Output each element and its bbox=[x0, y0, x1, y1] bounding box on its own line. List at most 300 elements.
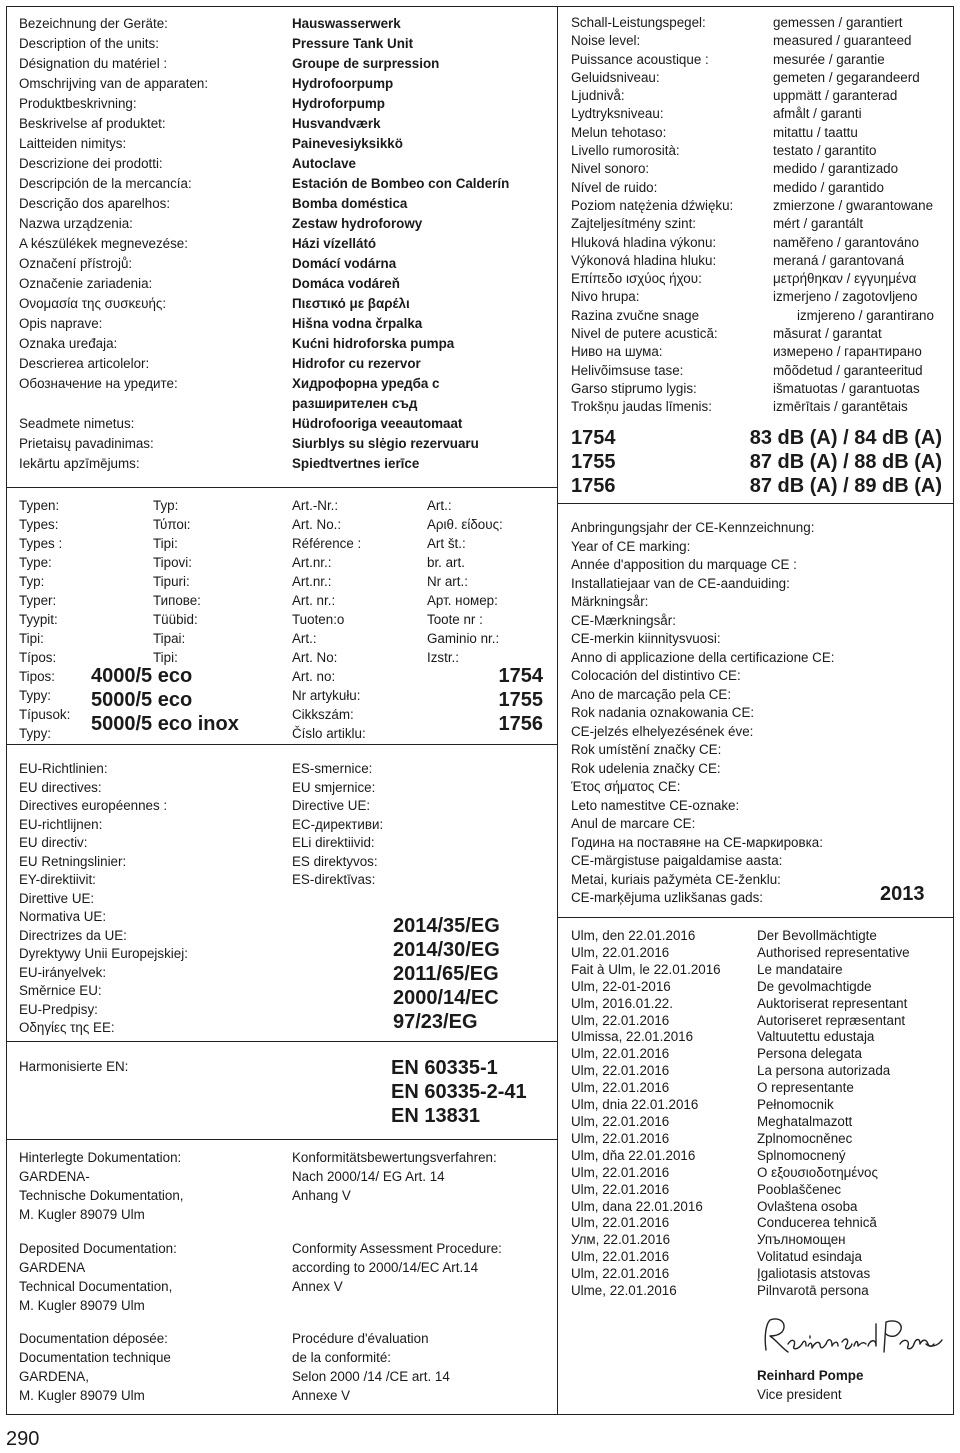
description-value: Spiedtvertnes ierīce bbox=[292, 456, 420, 471]
ce-label: Année d'apposition du marquage CE : bbox=[571, 557, 797, 572]
noise-label: Lydtryksniveau: bbox=[571, 106, 664, 122]
ce-label: Leto namestitve CE-oznake: bbox=[571, 797, 740, 813]
type-label: Type: bbox=[19, 555, 52, 570]
description-label: Ονομασία της συσκευής: bbox=[19, 296, 167, 311]
directive-label: Směrnice EU: bbox=[19, 983, 102, 998]
ce-label: Ano de marcação pela CE: bbox=[571, 686, 732, 702]
ce-labels bbox=[571, 519, 835, 908]
description-label: Beskrivelse af produktet: bbox=[19, 116, 166, 131]
directive-label: ЕС-директиви: bbox=[292, 816, 384, 832]
art-label: Cikkszám: bbox=[292, 707, 354, 722]
description-value: Bomba doméstica bbox=[292, 196, 408, 211]
ce-label: Rok umístění značky CE: bbox=[571, 742, 722, 757]
directive-label: ES-direktīvas: bbox=[292, 872, 376, 887]
noise-label: Puissance acoustique : bbox=[571, 51, 709, 67]
description-value: Autoclave bbox=[292, 156, 356, 171]
type-label: Types : bbox=[19, 536, 63, 551]
noise-value: afmålt / garanti bbox=[773, 106, 862, 122]
ce-label: Година на поставяне на СЕ-маркировка: bbox=[571, 834, 823, 850]
noise-label: Helivõimsuse tase: bbox=[571, 362, 684, 378]
type-label: Типове: bbox=[153, 593, 201, 608]
documentation-line: Technische Dokumentation, bbox=[19, 1188, 184, 1203]
handwritten-signature bbox=[758, 1316, 948, 1360]
signature-date: Ulm, dňa 22.01.2016 bbox=[571, 1147, 696, 1163]
noise-value: išmatuotas / garantuotas bbox=[773, 380, 920, 396]
type-label: Tipi: bbox=[153, 650, 178, 665]
art-label: Art.-Nr.: bbox=[292, 498, 339, 513]
description-value: Hydroforpump bbox=[292, 96, 385, 111]
types-col4 bbox=[427, 496, 503, 667]
description-label: Omschrijving van de apparaten: bbox=[19, 76, 209, 91]
signature-role: Conducerea tehnică bbox=[757, 1215, 877, 1231]
signature-role: O representante bbox=[757, 1080, 854, 1096]
ce-label: Έτος σήματος CE: bbox=[571, 779, 681, 794]
model-name: 5000/5 eco bbox=[91, 689, 193, 711]
directive-label: ES direktyvos: bbox=[292, 853, 378, 869]
ce-label: Installatiejaar van de CE-aanduiding: bbox=[571, 575, 790, 591]
noise-label: Ниво на шума: bbox=[571, 344, 663, 360]
noise-value: mesurée / garantie bbox=[773, 51, 885, 67]
directive-label: EU-Predpisy: bbox=[19, 1001, 98, 1017]
noise-article: 1756 bbox=[571, 475, 616, 497]
noise-label: Garso stiprumo lygis: bbox=[571, 380, 697, 396]
signature-date: Ulm, 22.01.2016 bbox=[571, 944, 670, 960]
conformity-line: Annexe V bbox=[292, 1388, 351, 1403]
documentation-line: Documentation déposée: bbox=[19, 1331, 168, 1346]
signature-date: Ulmissa, 22.01.2016 bbox=[571, 1029, 694, 1045]
noise-article: 1754 bbox=[571, 427, 616, 449]
description-values bbox=[292, 14, 509, 474]
divider-harmonised-top bbox=[6, 1041, 557, 1042]
noise-value: uppmätt / garanterad bbox=[773, 88, 898, 104]
noise-label: Hluková hladina výkonu: bbox=[571, 234, 717, 250]
art-label: br. art. bbox=[427, 555, 465, 570]
directive-value: 2014/30/EG bbox=[393, 939, 500, 961]
noise-value: medido / garantizado bbox=[773, 161, 899, 177]
description-label bbox=[19, 394, 208, 414]
description-value: Hüdrofooriga veeautomaat bbox=[292, 416, 463, 431]
noise-label: Výkonová hladina hluku: bbox=[571, 252, 717, 268]
documentation-line: Deposited Documentation: bbox=[19, 1241, 177, 1256]
description-label: Označenie zariadenia: bbox=[19, 276, 153, 291]
art-label: Nr art.: bbox=[427, 574, 468, 589]
signature-role: Meghatalmazott bbox=[757, 1113, 853, 1129]
noise-label: Noise level: bbox=[571, 33, 641, 49]
signature-role: Le mandataire bbox=[757, 961, 843, 977]
description-value: Siurblys su slėgio rezervuaru bbox=[292, 436, 479, 451]
art-numbers bbox=[489, 664, 543, 736]
noise-labels bbox=[571, 14, 733, 417]
signature-role: Authorised representative bbox=[757, 944, 910, 960]
signature-role: Pilnvarotā persona bbox=[757, 1283, 869, 1299]
noise-label: Nivo hrupa: bbox=[571, 289, 640, 305]
conformity-line: Konformitätsbewertungsverfahren: bbox=[292, 1150, 497, 1165]
documentation-fr bbox=[19, 1329, 171, 1405]
type-label: Tipovi: bbox=[153, 555, 192, 570]
documentation-en bbox=[19, 1239, 177, 1315]
noise-label: Επίπεδο ισχύος ήχου: bbox=[571, 271, 702, 287]
types-col1 bbox=[19, 496, 70, 743]
art-number: 1754 bbox=[498, 665, 543, 687]
ce-label: Märkningsår: bbox=[571, 594, 649, 609]
ce-label: CE-jelzés elhelyezésének éve: bbox=[571, 723, 754, 739]
directive-label: EU directives: bbox=[19, 779, 102, 795]
signatory-title: Vice president bbox=[757, 1387, 842, 1402]
directive-values bbox=[393, 914, 500, 1034]
signature-role: Auktoriserat representant bbox=[757, 995, 908, 1011]
art-label: Tuoten:o bbox=[292, 612, 345, 627]
directive-label: EU Retningslinier: bbox=[19, 853, 127, 869]
directive-label: Directrizes da UE: bbox=[19, 927, 127, 943]
signature-role: La persona autorizada bbox=[757, 1063, 891, 1079]
signature-date: Ulm, 22.01.2016 bbox=[571, 1130, 670, 1146]
description-value: Zestaw hydroforowy bbox=[292, 216, 423, 231]
conformity-line: de la conformité: bbox=[292, 1350, 391, 1365]
documentation-line: M. Kugler 89079 Ulm bbox=[19, 1298, 145, 1313]
directive-label: Dyrektywy Unii Europejskiej: bbox=[19, 946, 188, 961]
signature-date: Ulm, 22.01.2016 bbox=[571, 1063, 670, 1079]
art-label: Gaminio nr.: bbox=[427, 631, 500, 646]
type-label: Τύποι: bbox=[153, 517, 191, 532]
model-name: 4000/5 eco bbox=[91, 665, 193, 687]
signature-role: Autoriseret repræsentant bbox=[757, 1012, 906, 1028]
description-label: Обозначение на уредите: bbox=[19, 376, 178, 391]
signature-date: Ulm, 22.01.2016 bbox=[571, 1046, 670, 1062]
directive-label: Directive UE: bbox=[292, 798, 371, 813]
ce-label: CE-marķējuma uzlikšanas gads: bbox=[571, 890, 764, 905]
ce-label: Metai, kuriais pažymėta CE-ženklu: bbox=[571, 871, 781, 887]
divider-harmonised-bottom bbox=[6, 1139, 557, 1140]
noise-results bbox=[690, 426, 942, 498]
description-label: Descrierea articolelor: bbox=[19, 356, 150, 371]
directive-label: Directives européennes : bbox=[19, 798, 168, 813]
noise-result: 83 dB (A) / 84 dB (A) bbox=[749, 427, 942, 449]
description-label: Oznaka uređaja: bbox=[19, 336, 118, 351]
description-value: Házi vízellátó bbox=[292, 236, 377, 251]
art-label: Číslo artiklu: bbox=[292, 726, 366, 741]
description-value: Groupe de surpression bbox=[292, 56, 440, 71]
signature-role: Pełnomocnik bbox=[757, 1097, 834, 1113]
noise-article: 1755 bbox=[571, 451, 616, 473]
signature-role: Zplnomocněnec bbox=[757, 1130, 853, 1146]
type-label: Typ: bbox=[153, 498, 179, 513]
noise-label: Nivel sonoro: bbox=[571, 161, 650, 177]
signature-date: Ulm, den 22.01.2016 bbox=[571, 928, 696, 943]
signature-role: Įgaliotasis atstovas bbox=[757, 1266, 871, 1282]
noise-value: naměřeno / garantováno bbox=[773, 234, 919, 250]
signature-date: Ulm, 22.01.2016 bbox=[571, 1266, 670, 1282]
description-label: Produktbeskrivning: bbox=[19, 96, 137, 111]
directive-label: EU smjernice: bbox=[292, 779, 376, 795]
art-label: Art.: bbox=[292, 631, 317, 646]
signature-date: Fait à Ulm, le 22.01.2016 bbox=[571, 961, 721, 977]
art-label: Référence : bbox=[292, 536, 362, 551]
description-label: Description of the units: bbox=[19, 36, 159, 51]
signature-date: Ulm, 22.01.2016 bbox=[571, 1181, 670, 1197]
conformity-line: Selon 2000 /14 /CE art. 14 bbox=[292, 1369, 450, 1384]
type-label: Typy: bbox=[19, 688, 51, 703]
type-label: Tipai: bbox=[153, 631, 186, 646]
conformity-line: according to 2000/14/EC Art.14 bbox=[292, 1260, 479, 1275]
noise-label: Poziom natężenia dźwięku: bbox=[571, 197, 734, 213]
conformity-line: Nach 2000/14/ EG Art. 14 bbox=[292, 1169, 445, 1184]
type-label: Tyypit: bbox=[19, 612, 58, 627]
signature-role: Ο εξουσιοδοτημένος bbox=[757, 1164, 878, 1180]
column-divider bbox=[557, 6, 558, 1415]
description-label: Opis naprave: bbox=[19, 316, 103, 331]
noise-label: Schall-Leistungspegel: bbox=[571, 15, 706, 30]
noise-result: 87 dB (A) / 89 dB (A) bbox=[749, 475, 942, 497]
documentation-line: M. Kugler 89079 Ulm bbox=[19, 1207, 145, 1222]
harmonised-value: EN 60335-1 bbox=[391, 1057, 498, 1079]
description-label: Nazwa urządzenia: bbox=[19, 216, 133, 231]
conformity-line: Conformity Assessment Procedure: bbox=[292, 1241, 502, 1256]
ce-year: 2013 bbox=[880, 883, 925, 905]
types-col2 bbox=[153, 496, 201, 667]
art-label: Toote nr : bbox=[427, 612, 483, 627]
noise-value: измерено / гарантирано bbox=[773, 344, 922, 360]
art-label: Nr artykułu: bbox=[292, 688, 361, 703]
description-label: A készülékek megnevezése: bbox=[19, 236, 188, 251]
directive-value: 2000/14/EC bbox=[393, 987, 499, 1009]
description-value: Hydrofoorpump bbox=[292, 76, 394, 91]
directive-label: EU-richtlijnen: bbox=[19, 816, 103, 832]
documentation-line: Documentation technique bbox=[19, 1350, 171, 1365]
noise-values bbox=[773, 14, 934, 417]
conformity-fr bbox=[292, 1329, 450, 1405]
noise-value: mitattu / taattu bbox=[773, 124, 858, 140]
description-labels bbox=[19, 14, 208, 474]
noise-label: Zajteljesítmény szint: bbox=[571, 216, 697, 232]
divider-noise-bottom bbox=[557, 503, 954, 504]
ce-label: Anbringungsjahr der CE-Kennzeichnung: bbox=[571, 520, 815, 535]
type-label: Tipi: bbox=[19, 631, 44, 646]
signature-date: Ulme, 22.01.2016 bbox=[571, 1283, 677, 1299]
noise-label: Livello rumorosità: bbox=[571, 143, 680, 159]
noise-value: medido / garantido bbox=[773, 179, 884, 195]
description-label: Descrizione dei prodotti: bbox=[19, 156, 163, 171]
description-value: Husvandværk bbox=[292, 116, 381, 131]
noise-value: testato / garantito bbox=[773, 143, 877, 159]
signature-roles bbox=[757, 928, 910, 1300]
noise-value: izmerjeno / zagotovljeno bbox=[773, 289, 918, 305]
type-label: Tipi: bbox=[153, 536, 178, 551]
description-label: Prietaisų pavadinimas: bbox=[19, 436, 154, 451]
ce-label: CE-merkin kiinnitysvuosi: bbox=[571, 631, 721, 646]
documentation-de bbox=[19, 1148, 184, 1224]
type-label: Tipos: bbox=[19, 669, 55, 684]
description-label: Iekārtu apzīmējums: bbox=[19, 456, 140, 471]
conformity-line: Annex V bbox=[292, 1279, 343, 1294]
description-value: разширителен съд bbox=[292, 396, 418, 411]
signature-role: Упълномощен bbox=[757, 1232, 846, 1248]
page-number: 290 bbox=[6, 1428, 40, 1450]
art-number: 1755 bbox=[498, 689, 543, 711]
art-label: Izstr.: bbox=[427, 650, 459, 665]
art-label: Art.nr.: bbox=[292, 574, 332, 589]
signatory-name: Reinhard Pompe bbox=[757, 1368, 864, 1383]
model-names bbox=[91, 664, 239, 736]
harmonised-value: EN 60335-2-41 bbox=[391, 1081, 527, 1103]
signature-role: Pooblaščenec bbox=[757, 1181, 842, 1197]
ce-label: Year of CE marking: bbox=[571, 538, 691, 554]
conformity-line: Anhang V bbox=[292, 1188, 351, 1203]
type-label: Typ: bbox=[19, 574, 45, 589]
noise-label: Ljudnivå: bbox=[571, 88, 625, 104]
directive-value: 2014/35/EG bbox=[393, 915, 500, 937]
signature-date: Ulm, 22.01.2016 bbox=[571, 1215, 670, 1231]
type-label: Typen: bbox=[19, 498, 60, 513]
ce-label: Colocación del distintivo CE: bbox=[571, 668, 741, 683]
type-label: Types: bbox=[19, 517, 59, 532]
type-label: Típusok: bbox=[19, 707, 71, 722]
conformity-en bbox=[292, 1239, 502, 1296]
directive-label: ES-smernice: bbox=[292, 761, 373, 776]
signature-role: Ovlaštena osoba bbox=[757, 1198, 858, 1214]
directive-label: Οδηγίες της ΕΕ: bbox=[19, 1020, 115, 1035]
noise-value: izmērītais / garantētais bbox=[773, 399, 908, 415]
description-value: Kućni hidroforska pumpa bbox=[292, 336, 455, 351]
description-label: Označení přístrojů: bbox=[19, 256, 133, 271]
type-label: Typy: bbox=[19, 726, 51, 741]
signature-role: Valtuutettu edustaja bbox=[757, 1029, 875, 1045]
signature-dates bbox=[571, 928, 721, 1300]
directive-value: 2011/65/EG bbox=[393, 963, 499, 985]
art-label: Art št.: bbox=[427, 536, 466, 551]
signature-date: Ulm, dnia 22.01.2016 bbox=[571, 1097, 699, 1113]
documentation-line: GARDENA, bbox=[19, 1369, 89, 1384]
noise-label: Trokšņu jaudas līmenis: bbox=[571, 399, 712, 415]
noise-result: 87 dB (A) / 88 dB (A) bbox=[749, 451, 942, 473]
conformity-de bbox=[292, 1148, 497, 1205]
signature-date: Ulm, 22.01.2016 bbox=[571, 1012, 670, 1028]
ce-label: Rok udelenia značky CE: bbox=[571, 760, 721, 776]
noise-value: zmierzone / gwarantowane bbox=[773, 197, 934, 213]
directive-label: Direttive UE: bbox=[19, 890, 95, 906]
directive-label: Normativa UE: bbox=[19, 909, 107, 924]
directive-label: EY-direktiivit: bbox=[19, 872, 96, 887]
art-number: 1756 bbox=[498, 713, 543, 735]
noise-value: mért / garantált bbox=[773, 216, 864, 232]
signature-role: Der Bevollmächtigte bbox=[757, 928, 877, 943]
description-value: Pressure Tank Unit bbox=[292, 36, 414, 51]
conformity-line: Procédure d'évaluation bbox=[292, 1331, 429, 1346]
divider-types-bottom bbox=[6, 744, 557, 745]
ce-label: Rok nadania oznakowania CE: bbox=[571, 705, 755, 720]
type-label: Típos: bbox=[19, 650, 57, 665]
description-value: Хидрофорна уредба с bbox=[292, 376, 440, 391]
art-label: Art. nr.: bbox=[292, 593, 336, 608]
documentation-line: GARDENA- bbox=[19, 1169, 90, 1184]
directive-label: EU-irányelvek: bbox=[19, 964, 107, 980]
description-value: Hišna vodna črpalka bbox=[292, 316, 423, 331]
noise-value: mõõdetud / garanteeritud bbox=[773, 362, 923, 378]
noise-value: meraná / garantovaná bbox=[773, 252, 905, 268]
art-label: Αριθ. είδους: bbox=[427, 517, 503, 532]
signature-role: Persona delegata bbox=[757, 1046, 862, 1062]
signature-date: Ulm, 22.01.2016 bbox=[571, 1080, 670, 1096]
model-name: 5000/5 eco inox bbox=[91, 713, 239, 735]
ce-label: Anul de marcare CE: bbox=[571, 816, 696, 831]
signature-role: Volitatud esindaja bbox=[757, 1249, 862, 1265]
description-label: Descripción de la mercancía: bbox=[19, 176, 192, 191]
harmonised-value: EN 13831 bbox=[391, 1105, 480, 1127]
harmonised-values bbox=[391, 1056, 527, 1128]
noise-value: măsurat / garantat bbox=[773, 326, 882, 342]
art-label: Арт. номер: bbox=[427, 593, 498, 608]
divider-types-top bbox=[6, 487, 557, 488]
directive-label: EU-Richtlinien: bbox=[19, 761, 108, 776]
noise-label: Nível de ruido: bbox=[571, 179, 658, 195]
description-label: Bezeichnung der Geräte: bbox=[19, 16, 168, 31]
description-value: Domácí vodárna bbox=[292, 256, 397, 271]
directive-label: EU directiv: bbox=[19, 835, 88, 850]
documentation-line: Technical Documentation, bbox=[19, 1279, 173, 1294]
noise-label: Melun tehotaso: bbox=[571, 124, 667, 140]
art-label: Art.: bbox=[427, 498, 452, 513]
directive-label: ELi direktiivid: bbox=[292, 835, 375, 850]
noise-label: Geluidsniveau: bbox=[571, 69, 660, 85]
art-label: Art. no: bbox=[292, 669, 336, 684]
art-label: Art. No: bbox=[292, 650, 338, 665]
documentation-line: Hinterlegte Dokumentation: bbox=[19, 1150, 182, 1165]
description-value: Painevesiyksikkö bbox=[292, 136, 403, 151]
directive-labels-right bbox=[292, 760, 383, 890]
description-value: Hauswasserwerk bbox=[292, 16, 401, 31]
divider-ce-bottom bbox=[557, 917, 954, 918]
type-label: Tüübid: bbox=[153, 612, 198, 627]
description-value: Estación de Bombeo con Calderín bbox=[292, 176, 510, 191]
signature-date: Ulm, dana 22.01.2016 bbox=[571, 1198, 703, 1214]
signature-date: Ulm, 22.01.2016 bbox=[571, 1164, 670, 1180]
noise-value: measured / guaranteed bbox=[773, 33, 912, 49]
types-col3 bbox=[292, 496, 366, 743]
art-label: Art. No.: bbox=[292, 517, 342, 532]
signature-date: Ulm, 22-01-2016 bbox=[571, 978, 671, 994]
description-label: Seadmete nimetus: bbox=[19, 416, 135, 431]
noise-label: Razina zvučne snage bbox=[571, 307, 700, 323]
signature-date: Ulm, 22.01.2016 bbox=[571, 1113, 670, 1129]
description-label: Désignation du matériel : bbox=[19, 56, 168, 71]
description-value: Πιεστικό με βαρέλι bbox=[292, 296, 410, 311]
noise-value: μετρήθηκαν / εγγυημένα bbox=[773, 271, 917, 287]
noise-label: Nivel de putere acustică: bbox=[571, 326, 718, 342]
documentation-line: GARDENA bbox=[19, 1260, 86, 1275]
noise-articles bbox=[571, 426, 616, 498]
description-value: Domáca vodáreň bbox=[292, 276, 400, 291]
noise-value: gemessen / garantiert bbox=[773, 15, 903, 30]
directive-value: 97/23/EG bbox=[393, 1011, 478, 1033]
directive-labels-left bbox=[19, 760, 188, 1038]
noise-value: izmjereno / garantirano bbox=[797, 307, 934, 323]
description-label: Descrição dos aparelhos: bbox=[19, 196, 171, 211]
signature-date: Улм, 22.01.2016 bbox=[571, 1232, 671, 1248]
signature-date: Ulm, 22.01.2016 bbox=[571, 1249, 670, 1265]
signature-role: Splnomocnený bbox=[757, 1147, 846, 1163]
signature-role: De gevolmachtigde bbox=[757, 978, 872, 994]
description-value: Hidrofor cu rezervor bbox=[292, 356, 421, 371]
signature-date: Ulm, 2016.01.22. bbox=[571, 995, 673, 1011]
type-label: Typer: bbox=[19, 593, 57, 608]
type-label: Tipuri: bbox=[153, 574, 190, 589]
ce-label: CE-märgistuse paigaldamise aasta: bbox=[571, 853, 783, 868]
harmonised-label: Harmonisierte EN: bbox=[19, 1059, 129, 1074]
ce-label: CE-Mærkningsår: bbox=[571, 612, 676, 628]
noise-value: gemeten / gegarandeerd bbox=[773, 69, 920, 85]
art-label: Art.nr.: bbox=[292, 555, 332, 570]
ce-label: Anno di applicazione della certificazione CE: bbox=[571, 649, 835, 665]
description-label: Laitteiden nimitys: bbox=[19, 136, 127, 151]
